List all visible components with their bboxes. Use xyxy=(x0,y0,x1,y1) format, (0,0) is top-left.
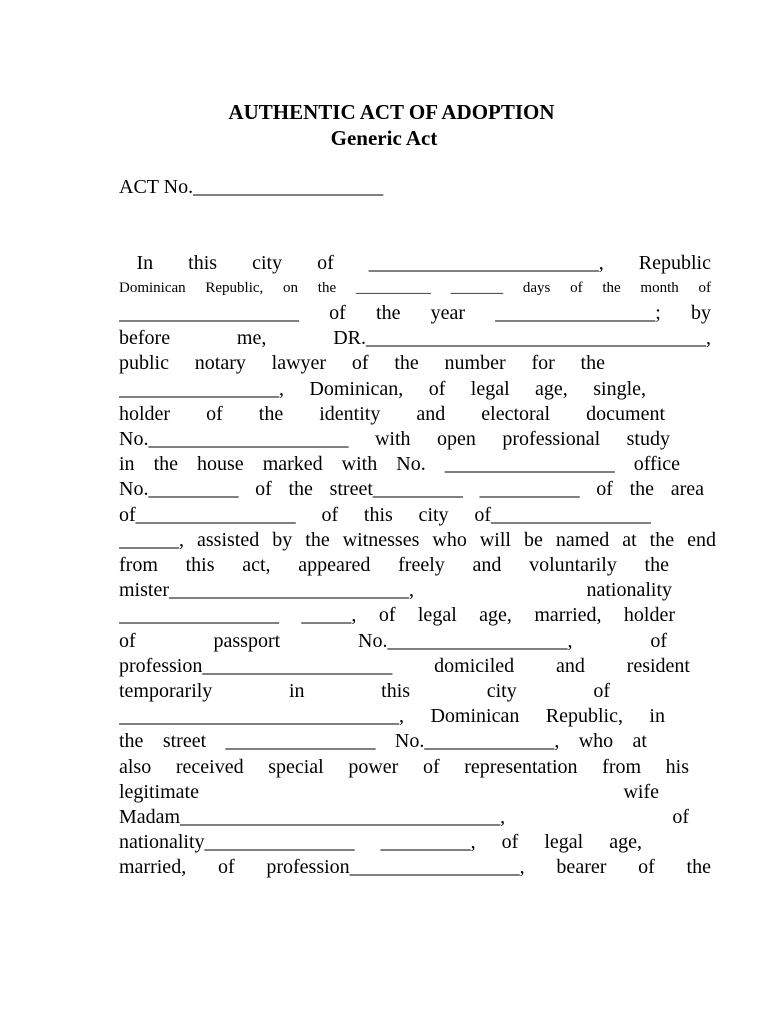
body-line: In this city of _______________________, Republic xyxy=(119,252,711,274)
body-line: also received special power of representation from his xyxy=(119,756,689,778)
body-line: before me, DR.__________________________________, xyxy=(119,327,711,349)
act-number-field: ACT No.___________________ xyxy=(119,176,384,198)
body-line: Madam________________________________, of xyxy=(119,806,689,828)
body-line: ______, assisted by the witnesses who will be named at the end xyxy=(119,529,716,551)
body-line: profession___________________ domiciled and resident xyxy=(119,655,690,677)
document-subtitle: Generic Act xyxy=(330,126,438,150)
body-line: in the house marked with No. _________________ office xyxy=(119,453,680,475)
body-line: legitimate wife xyxy=(119,781,659,803)
body-line: of________________ of this city of________________ xyxy=(119,504,651,526)
body-line: ____________________________, Dominican Republic, in xyxy=(119,705,665,727)
body-line: No._________ of the street_________ __________ of the area xyxy=(119,478,704,500)
body-line: temporarily in this city of xyxy=(119,680,610,702)
body-line: holder of the identity and electoral document xyxy=(119,403,665,425)
body-line: ________________ _____, of legal age, married, holder xyxy=(119,604,675,626)
body-line: of passport No.__________________, of xyxy=(119,630,667,652)
body-line: No.____________________ with open professional study xyxy=(119,428,670,450)
body-line: __________________ of the year ________________; by xyxy=(119,302,711,324)
body-line: from this act, appeared freely and voluntarily the xyxy=(119,554,669,576)
document-title: AUTHENTIC ACT OF ADOPTION xyxy=(228,100,555,124)
body-line: ________________, Dominican, of legal age, single, xyxy=(119,378,646,400)
body-line: mister________________________, nationality xyxy=(119,579,672,601)
body-line: public notary lawyer of the number for the xyxy=(119,352,605,374)
body-line: Dominican Republic, on the __________ _______ days of the month of xyxy=(119,280,711,296)
body-line: the street _______________ No._____________, who at xyxy=(119,730,647,752)
body-line: nationality_______________ _________, of legal age, xyxy=(119,831,642,853)
document-heading xyxy=(0,99,768,151)
body-line: married, of profession_________________, bearer of the xyxy=(119,856,711,878)
